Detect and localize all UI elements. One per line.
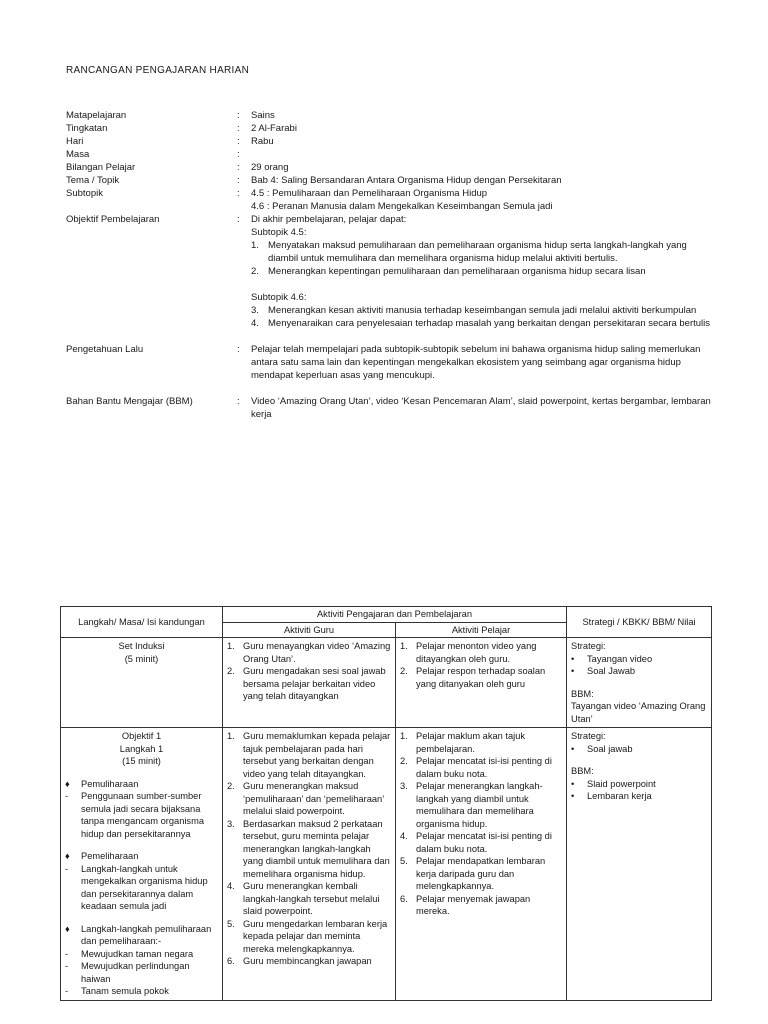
- info-row-objektif: Objektif Pembelajaran : Di akhir pembelajaran, pelajar dapat: Subtopik 4.5: 1. Menyatakan maksud pemuliharaan dan pemeliharaan organisma hidup serta langkah-langkah yang diambil untuk memulihara dan memelihara organisma hidup melalui aktiviti bertulis. 2. Menerangkan kepentingan pemuliharaan dan pemeliharaan organisma hidup secara lisan Subtopik 4.6: 3. Menerangkan kesan aktiviti manusia terhadap keseimbangan semula jadi melalui aktiviti berkumpulan 4. Menyenaraikan cara penyelesaian terhadap masalah yang berkaitan dengan persekitaran secara bertulis: [66, 213, 716, 330]
- info-label: Matapelajaran: [66, 110, 127, 121]
- info-row-tingkatan: Tingkatan : 2 Al-Farabi: [66, 122, 716, 135]
- info-label: Objektif Pembelajaran: [66, 214, 160, 225]
- document-title: RANCANGAN PENGAJARAN HARIAN: [66, 65, 250, 76]
- bullet-icon: •: [571, 666, 575, 676]
- info-row-masa: Masa :: [66, 148, 716, 161]
- lesson-table: [60, 606, 712, 1001]
- list-item: 5. Pelajar mendapatkan lembaran kerja daripada guru dan melengkapkannya.: [400, 856, 546, 891]
- isi-item: ♦ Langkah-langkah pemuliharaan dan pemeliharaan:-: [65, 923, 212, 946]
- info-label: Tingkatan: [66, 123, 108, 134]
- langkah-time: (15 minit): [122, 756, 161, 766]
- objektif-list: [251, 239, 716, 278]
- langkah-cell: [61, 728, 223, 1001]
- subtopik-line: 4.6 : Peranan Manusia dalam Mengekalkan Keseimbangan Semula jadi: [251, 201, 553, 212]
- list-item: 2. Guru mengadakan sesi soal jawab bersama pelajar berkaitan video yang telah ditayangkan: [227, 666, 386, 701]
- info-value: [251, 148, 716, 161]
- isi-item: ♦ Pemuliharaan: [65, 778, 139, 789]
- info-row-matapelajaran: Matapelajaran : Sains: [66, 109, 716, 122]
- info-row-subtopik: Subtopik : 4.5 : Pemuliharaan dan Pemeliharaan Organisma Hidup 4.6 : Peranan Manusia dalam Mengekalkan Keseimbangan Semula jadi: [66, 187, 716, 213]
- bullet-icon: •: [571, 743, 575, 754]
- pelajar-cell: [396, 728, 567, 1001]
- info-value: Rabu: [251, 136, 274, 147]
- list-item: • Slaid powerpoint: [571, 778, 656, 789]
- header-aktiviti: Aktiviti Pengajaran dan Pembelajaran: [223, 607, 567, 623]
- info-row-tema: Tema / Topik : Bab 4: Saling Bersandaran Antara Organisma Hidup dengan Persekitaran: [66, 174, 716, 187]
- langkah-cell: [61, 638, 223, 728]
- strategi-cell: [567, 638, 712, 728]
- isi-item: ♦ Pemeliharaan: [65, 851, 139, 861]
- list-item: 3. Pelajar menerangkan langkah-langkah yang diambil untuk memulihara dan memelihara organisma hidup.: [400, 781, 543, 829]
- info-value: Bab 4: Saling Bersandaran Antara Organisma Hidup dengan Persekitaran: [251, 175, 562, 186]
- subtopik-line: 4.5 : Pemuliharaan dan Pemeliharaan Organisma Hidup: [251, 188, 488, 199]
- isi-subitem: - Mewujudkan perlindungan haiwan: [65, 961, 190, 984]
- info-row-bilangan: Bilangan Pelajar : 29 orang: [66, 161, 716, 174]
- strategi-label: Strategi:: [571, 641, 606, 651]
- isi-subitem: - Penggunaan sumber-sumber semula jadi secara bijaksana tanpa mengancam organisma hidup dan persekitarannya: [65, 791, 204, 839]
- info-row-pengetahuan: Pengetahuan Lalu : Pelajar telah mempelajari pada subtopik-subtopik sebelum ini bahawa organisma hidup saling memerlukan antara satu sama lain dan kepentingan mengekalkan ekosistem yang seimbang agar organisma hidup mendapat keperluan asas yang mencukupi.: [66, 343, 716, 382]
- list-item: • Lembaran kerja: [571, 791, 652, 801]
- info-label: Tema / Topik: [66, 175, 120, 186]
- guru-cell: [223, 638, 396, 728]
- header-guru: Aktiviti Guru: [223, 622, 396, 638]
- list-item: 2. Pelajar mencatat isi-isi penting di dalam buku nota.: [400, 756, 552, 779]
- list-item: • Tayangan video: [571, 653, 653, 664]
- list-item: 2. Menerangkan kepentingan pemuliharaan dan pemeliharaan organisma hidup secara lisan: [251, 266, 646, 277]
- table-row: [61, 728, 712, 1001]
- info-label: Subtopik: [66, 188, 103, 199]
- list-item: 1. Pelajar maklum akan tajuk pembelajaran.: [400, 731, 526, 754]
- list-item: 2. Guru menerangkan maksud ‘pemuliharaan’ dan ‘pemeliharaan’ melalui slaid powerpoint.: [227, 781, 384, 816]
- bullet-icon: •: [571, 653, 575, 664]
- objektif-subtopik: Subtopik 4.6:: [251, 292, 307, 303]
- info-value: 29 orang: [251, 162, 289, 173]
- info-value: [251, 213, 716, 330]
- list-item: 6. Guru membincangkan jawapan: [227, 956, 372, 966]
- list-item: 4. Pelajar mencatat isi-isi penting di dalam buku nota.: [400, 831, 552, 854]
- bullet-icon: ♦: [65, 851, 70, 861]
- bbm-label: BBM:: [571, 688, 594, 699]
- info-value: Sains: [251, 110, 275, 121]
- info-row-hari: Hari : Rabu: [66, 135, 716, 148]
- list-item: • Soal jawab: [571, 743, 633, 754]
- info-label: Bahan Bantu Mengajar (BBM): [66, 396, 193, 407]
- header-langkah: Langkah/ Masa/ Isi kandungan: [61, 607, 223, 638]
- bbm-label: BBM:: [571, 766, 594, 776]
- list-item: 4. Guru menerangkan kembali langkah-langkah tersebut melalui slaid powerpoint.: [227, 881, 380, 916]
- info-value: Video ‘Amazing Orang Utan’, video ‘Kesan Pencemaran Alam’, slaid powerpoint, kertas bergambar, lembaran kerja: [251, 396, 711, 420]
- langkah-sub: Langkah 1: [119, 743, 164, 754]
- info-label: Pengetahuan Lalu: [66, 344, 144, 355]
- isi-subitem: - Mewujudkan taman negara: [65, 948, 194, 959]
- isi-subitem: - Tanam semula pokok: [65, 986, 169, 996]
- objektif-subtopik: Subtopik 4.5:: [251, 227, 307, 238]
- info-value: 2 Al-Farabi: [251, 123, 297, 134]
- table-row: [61, 638, 712, 728]
- guru-cell: [223, 728, 396, 1001]
- info-row-bbm: Bahan Bantu Mengajar (BBM) : Video ‘Amazing Orang Utan’, video ‘Kesan Pencemaran Alam’, slaid powerpoint, kertas bergambar, lembaran kerja: [66, 395, 716, 421]
- info-label: Masa: [66, 149, 90, 160]
- bullet-icon: ♦: [65, 778, 70, 789]
- langkah-title: Set Induksi: [118, 641, 165, 651]
- list-item: 3. Berdasarkan maksud 2 perkataan tersebut, guru meminta pelajar menerangkan langkah-langkah yang diambil untuk memulihara dan memelihara organisma hidup.: [227, 818, 390, 879]
- objektif-list: [251, 304, 716, 330]
- list-item: 6. Pelajar menyemak jawapan mereka.: [400, 893, 531, 916]
- langkah-title: Objektif 1: [121, 731, 162, 741]
- header-strategi: Strategi / KBKK/ BBM/ Nilai: [567, 607, 712, 638]
- strategi-label: Strategi:: [571, 731, 606, 741]
- lesson-info: [66, 109, 716, 421]
- objektif-intro: Di akhir pembelajaran, pelajar dapat:: [251, 214, 407, 225]
- bullet-icon: •: [571, 791, 575, 801]
- list-item: 3. Menerangkan kesan aktiviti manusia terhadap keseimbangan semula jadi melalui aktiviti berkumpulan: [251, 305, 697, 316]
- isi-subitem: - Langkah-langkah untuk mengekalkan organisma hidup dan persekitarannya dalam keadaan semula jadi: [65, 863, 208, 911]
- info-value: [251, 187, 716, 213]
- info-label: Hari: [66, 136, 84, 147]
- strategi-cell: [567, 728, 712, 1001]
- bullet-icon: ♦: [65, 923, 70, 934]
- list-item: 5. Guru mengedarkan lembaran kerja kepada pelajar dan meminta mereka melengkapkannya.: [227, 918, 388, 954]
- header-pelajar: Aktiviti Pelajar: [396, 622, 567, 638]
- list-item: 1. Pelajar menonton video yang ditayangkan oleh guru.: [400, 641, 537, 664]
- info-value: Pelajar telah mempelajari pada subtopik-subtopik sebelum ini bahawa organisma hidup saling memerlukan antara satu sama lain dan kepentingan mengekalkan ekosistem yang seimbang agar organisma hidup mendapat keperluan asas yang mencukupi.: [251, 344, 701, 381]
- langkah-time: (5 minit): [124, 653, 159, 664]
- list-item: 4. Menyenaraikan cara penyelesaian terhadap masalah yang berkaitan dengan persekitaran secara bertulis: [251, 318, 711, 329]
- bullet-icon: •: [571, 778, 575, 789]
- list-item: 1. Guru menayangkan video ‘Amazing Orang Utan’.: [227, 641, 391, 664]
- list-item: 2. Pelajar respon terhadap soalan yang ditanyakan oleh guru: [400, 666, 546, 689]
- list-item: 1. Menyatakan maksud pemuliharaan dan pemeliharaan organisma hidup serta langkah-langkah yang diambil untuk memulihara dan memelihara organisma hidup melalui aktiviti bertulis.: [251, 240, 687, 264]
- info-label: Bilangan Pelajar: [66, 162, 136, 173]
- pelajar-cell: [396, 638, 567, 728]
- list-item: • Soal Jawab: [571, 666, 636, 676]
- list-item: 1. Guru memaklumkan kepada pelajar tajuk pembelajaran pada hari tersebut yang berkaitan dengan video yang telah ditayangkan.: [227, 731, 391, 779]
- bbm-text: Tayangan video ‘Amazing Orang Utan’: [571, 701, 706, 724]
